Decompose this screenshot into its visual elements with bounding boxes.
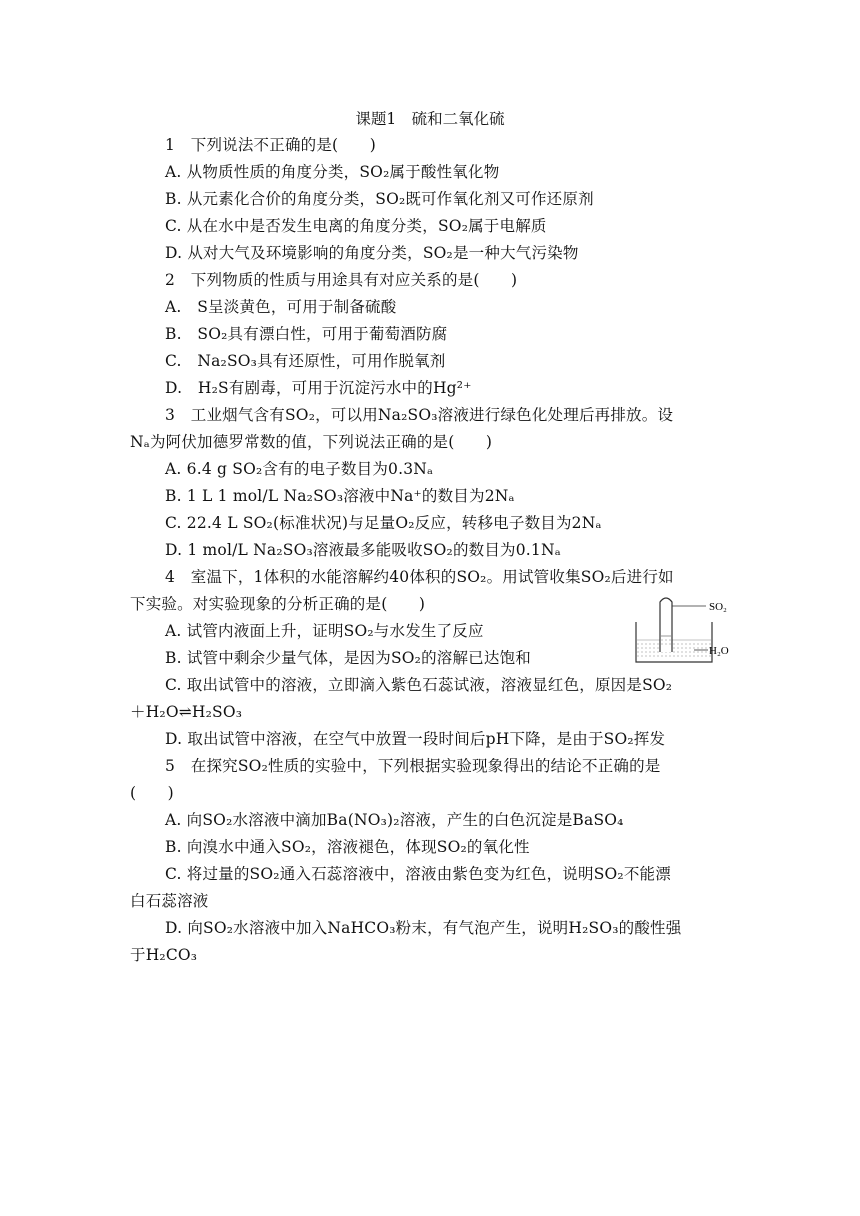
question-5-option-c-cont: 白石蕊溶液 <box>130 892 209 910</box>
water-label: H₂O <box>709 645 729 657</box>
question-4-stem-line-1: 4 室温下，1体积的水能溶解约40体积的SO₂。用试管收集SO₂后进行如 <box>165 568 674 586</box>
question-4-option-a: A. 试管内液面上升，证明SO₂与水发生了反应 <box>165 622 484 640</box>
question-3-stem-line-2: Nₐ为阿伏加德罗常数的值，下列说法正确的是( ) <box>130 433 493 451</box>
question-5-option-d: D. 向SO₂水溶液中加入NaHCO₃粉末，有气泡产生，说明H₂SO₃的酸性强 <box>165 919 682 937</box>
question-1-stem: 1 下列说法不正确的是( ) <box>165 136 376 154</box>
question-1-option-b: B. 从元素化合价的角度分类，SO₂既可作氧化剂又可作还原剂 <box>165 190 594 208</box>
question-5-option-c: C. 将过量的SO₂通入石蕊溶液中，溶液由紫色变为红色，说明SO₂不能漂 <box>165 865 671 883</box>
question-1-option-d: D. 从对大气及环境影响的角度分类，SO₂是一种大气污染物 <box>165 244 579 262</box>
question-2-option-c: C. Na₂SO₃具有还原性，可用作脱氧剂 <box>165 352 446 370</box>
question-4-option-c: C. 取出试管中的溶液，立即滴入紫色石蕊试液，溶液显红色，原因是SO₂ <box>165 676 673 694</box>
page-title: 课题1 硫和二氧化硫 <box>355 110 505 128</box>
question-3-stem-line-1: 3 工业烟气含有SO₂，可以用Na₂SO₃溶液进行绿色化处理后再排放。设 <box>165 406 674 424</box>
question-5-option-d-cont: 于H₂CO₃ <box>130 946 198 964</box>
question-2-option-a: A. S呈淡黄色，可用于制备硫酸 <box>165 298 397 316</box>
question-3-option-a: A. 6.4 g SO₂含有的电子数目为0.3Nₐ <box>165 460 434 478</box>
question-4-option-b: B. 试管中剩余少量气体，是因为SO₂的溶解已达饱和 <box>165 649 531 667</box>
gas-label: SO₂ <box>709 601 727 613</box>
question-5-option-b: B. 向溴水中通入SO₂，溶液褪色，体现SO₂的氧化性 <box>165 838 530 856</box>
question-3-option-b: B. 1 L 1 mol/L Na₂SO₃溶液中Na⁺的数目为2Nₐ <box>165 487 515 505</box>
question-4-option-c-cont: ＋H₂O⇌H₂SO₃ <box>130 703 243 721</box>
question-5-stem-line-2: ( ) <box>130 784 174 802</box>
question-1-option-a: A. 从物质性质的角度分类，SO₂属于酸性氧化物 <box>165 163 500 181</box>
question-3-option-d: D. 1 mol/L Na₂SO₃溶液最多能吸收SO₂的数目为0.1Nₐ <box>165 541 561 559</box>
question-4-option-d: D. 取出试管中溶液，在空气中放置一段时间后pH下降，是由于SO₂挥发 <box>165 730 666 748</box>
question-2-option-b: B. SO₂具有漂白性，可用于葡萄酒防腐 <box>165 325 448 343</box>
water-fill <box>637 640 711 656</box>
question-1-option-c: C. 从在水中是否发生电离的角度分类，SO₂属于电解质 <box>165 217 547 235</box>
question-2-option-d: D. H₂S有剧毒，可用于沉淀污水中的Hg²⁺ <box>165 379 472 397</box>
question-3-option-c: C. 22.4 L SO₂(标准状况)与足量O₂反应，转移电子数目为2Nₐ <box>165 514 602 532</box>
question-5-option-a: A. 向SO₂水溶液中滴加Ba(NO₃)₂溶液，产生的白色沉淀是BaSO₄ <box>165 811 624 829</box>
question-4-stem-line-2: 下实验。对实验现象的分析正确的是( ) <box>130 595 426 613</box>
question-2-stem: 2 下列物质的性质与用途具有对应关系的是( ) <box>165 271 518 289</box>
question-5-stem-line-1: 5 在探究SO₂性质的实验中，下列根据实验现象得出的结论不正确的是 <box>165 757 661 775</box>
test-tube-diagram <box>632 592 742 668</box>
